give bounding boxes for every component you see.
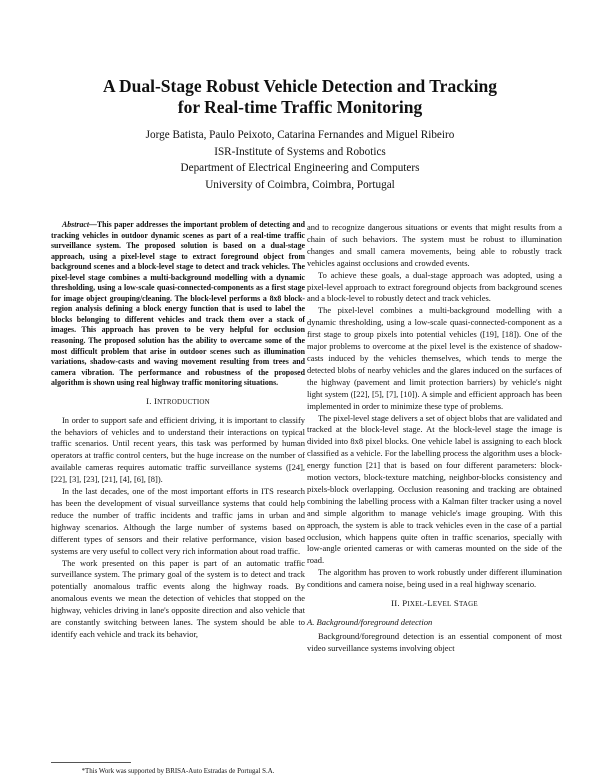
left-column xyxy=(51,220,305,641)
author-names: Jorge Batista, Paulo Peixoto, Catarina Fernandes and Miguel Ribeiro xyxy=(145,129,455,141)
intro-paragraph-1: In order to support safe and efficient driving, it is important to classify the behaviors of vehicles and to understand their interactions on typical traffic scenarios. Until recent years, this task was performed by human operators at traffic control centers, but the huge increase on the number of available cameras requires automatic traffic surveillance systems ([24], [22], [3], [23], [21], [4], [6], [8]). xyxy=(51,414,305,485)
right-paragraph-5: The algorithm has proven to work robustly under different illumination conditions and camera noise, being used in a real highway scenario. xyxy=(307,567,562,590)
right-paragraph-1: and to recognize dangerous situations or events that might results from a chain of such behaviors. The system must be robust to illumination changes and small camera movements, being able to robustly track vehicles against occlusions and crowded events. xyxy=(307,222,562,268)
right-paragraph-3: The pixel-level combines a multi-background modelling with a dynamic thresholding, using a low-scale quasi-connected-component as a first stage to group pixels into potential vehicles ([19], [18]). One of the major problems to overcome at the pixel level is the existence of shadow-casts induced by the vehicles themselves, which tends to merge the detected blobs of nearby vehicles and the glares induced on the surfaces of the highway (pavement and limit protection barriers) by vehicle's night light system ([22], [5], [7], [10]). A simple and efficient approach has been implemented in order to minimize these type of problems. xyxy=(307,305,562,411)
abstract-label: Abstract xyxy=(62,220,90,229)
footnote-rule xyxy=(51,762,131,763)
footnote: *This Work was supported by BRISA-Auto Estradas de Portugal S.A. xyxy=(81,768,275,775)
abstract xyxy=(51,220,305,389)
affiliation-3: University of Coimbra, Coimbra, Portugal xyxy=(205,178,395,191)
affiliation-2: Department of Electrical Engineering and Computers xyxy=(180,162,420,174)
intro-paragraph-3: The work presented on this paper is part of an automatic traffic surveillance system. The primary goal of the system is to detect and track potentially anomalous traffic events along the highway roads. By anomalous events we mean the detection of vehicles that stopped on the highway, vehicles driving in lane's opposite direction and also vehicle that are constantly switching between lanes. The system should be able to identify each vehicle and track its behavior, xyxy=(51,557,305,639)
affiliation-1: ISR-Institute of Systems and Robotics xyxy=(214,145,386,158)
right-paragraph-4: The pixel-level stage delivers a set of object blobs that are validated and tracked at the block-level stage. At the block-level stage the image is divided into 8x8 pixel blocks. One vehicle label is assigning to each block classified as a vehicle. For the labelling process the algorithm uses a block-energy function [21] that is based on four different parameters: block-motion vectors, block-texture matching, neighbor-blocks consistency and pixels-block overlapping. Occlusion reasoning and tracking are obtained combining the labelling process with a Kalman filter tracker using a novel and simple algorithm to manage vehicle's image grouping. With this approach, the system is able to track vehicles even in the case of a partial occlusion, which happens quite often in traffic scenarios, specially with low-angle oriented cameras or with cameras mounted on the side of the road. xyxy=(307,412,562,566)
right-paragraph-6: Background/foreground detection is an essential component of most video surveillance systems involving object xyxy=(307,630,562,653)
abstract-text: —This paper addresses the important problem of detecting and tracking vehicles in outdoor dynamic scenes as part of a real-time traffic surveillance system. The proposed solution is based on a dual-stage approach, using a pixel-level stage to extract foreground object from background scenes and a block-level stage to detect and track vehicles. The pixel-level stage combines a multi-background modelling with a dynamic thresholding, using a low-scale quasi-connected-components as a first stage for image object grouping/cleaning. The block-level performs a 8x8 block-region analysis defining a block energy function that is used to label the blocks belonging to different vehicles and track them over a stack of images. This approach has proven to be very helpful for occlusion reasoning. The proposed solution has the ability to overcame some of the most difficult problem that arise in outdoor scenes such as illumination variations, shadow-casts and waving movement resulting from trees and camera vibration. The performance and robustness of the proposed algorithm is shown using real highway traffic monitoring situations. xyxy=(51,220,305,388)
right-paragraph-2: To achieve these goals, a dual-stage approach was adopted, using a pixel-level approach to extract foreground objects from background scenes and a block-level to robustly detect and track vehicles. xyxy=(307,269,562,304)
section-heading-introduction: I. INTRODUCTION xyxy=(146,395,210,406)
title-line-1: A Dual-Stage Robust Vehicle Detection and Tracking xyxy=(102,76,498,96)
section-heading-pixel-level-stage: II. PIXEL-LEVEL STAGE xyxy=(391,598,478,609)
right-column xyxy=(307,222,562,655)
intro-paragraph-2: In the last decades, one of the most important efforts in ITS research has been the development of visual surveillance systems that could help reduce the number of traffic incidents and traffic jams in urban and highway scenarios. Although the large number of systems based on different types of sensors and their relative performance, vision based systems are very useful to collect very rich information about road traffic. xyxy=(51,486,305,556)
title-line-2: for Real-time Traffic Monitoring xyxy=(177,97,423,117)
author-block xyxy=(0,127,600,193)
subsection-heading: A. Background/foreground detection xyxy=(307,617,433,627)
paper-title xyxy=(0,76,600,118)
